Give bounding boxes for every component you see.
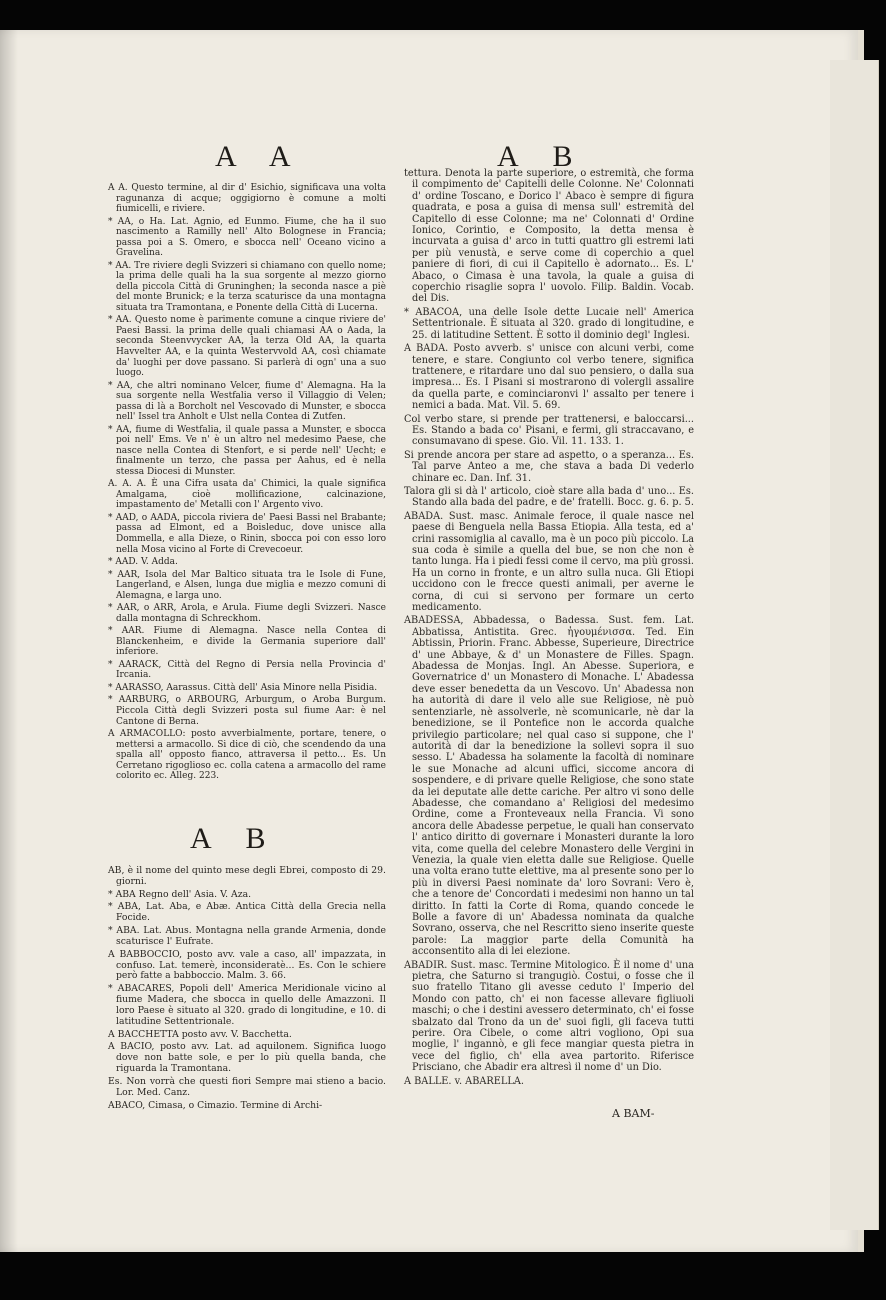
entry: * AAR, o ARR, Arola, e Arula. Fiume degli Svizzeri. Nasce dalla montagna di Schreckhom.	[108, 603, 386, 624]
catchword: A BAM-	[612, 1107, 655, 1120]
entry: ABADA. Sust. masc. Animale feroce, il quale nasce nel paese di Benguela nella Bassa Etiopia. Alla testa, ed a' crini rassomiglia al cavallo, ma è un poco più piccolo. La sua coda è simile a quella del bue, se non che non è tanto lunga. Ha i piedi fessi come il cervo, ma più grossi. Ha un corno in fronte, e un altro sulla nuca. Gli Etiopi uccidono con le frecce questi animali, per averne le corna, di cui si servono per formare un certo medicamento.	[404, 510, 694, 614]
entry: A BACCHETTA posto avv. V. Bacchetta.	[108, 1028, 292, 1040]
heading-left: A A	[215, 140, 305, 173]
left-column-lower	[108, 866, 386, 1113]
binding-shadow	[0, 30, 18, 1252]
entry: AB, è il nome del quinto mese degli Ebrei, composto di 29. giorni.	[108, 865, 386, 887]
entry: ABACO, Cimasa, o Cimazio. Termine di Archi-	[108, 1099, 323, 1111]
entry: tettura. Denota la parte superiore, o estremità, che forma il compimento de' Capitelli delle Colonne. Ne' Colonnati d' ordine Toscano, e Dorico l' Abaco è sempre di figura quadrata, e posa a guisa di mensa sull' estremità del Capitello di esse Colonne; ma ne' Colonnati d' Ordine Ionico, Corintio, e Composito, la detta mensa è incurvata a guisa d' arco in tutti quattro gli estremi lati per più venustà, e serve come di coperchio a quel paniere di fiori, di cui il Capitello è adornato... Es. L' Abaco, o Cimasa è una tavola, la quale a guisa di coperchio risaglie sopra l' uovolo. Filip. Baldin. Vocab. del Dis.	[404, 168, 694, 305]
entry: * AA. Tre riviere degli Svizzeri si chiamano con quello nome; la prima delle quali ha la sua sorgente al mezzo giorno della piccola Città di Gruninghen; la seconda nasce a piè del monte Brunick; e la terza scaturisce da una montagna situata tra Tramontana, e Ponente della Città di Lucerna.	[108, 260, 386, 313]
entry: Col verbo stare, si prende per trattenersi, e baloccarsi... Es. Stando a bada co' Pisani, e fermi, gli straccavano, e consumavano di spese. Gio. Vil. 11. 133. 1.	[404, 413, 694, 448]
entry: A BALLE. v. ABARELLA.	[404, 1075, 524, 1087]
section-heading: A B	[190, 822, 280, 855]
entry: * ABACOA, una delle Isole dette Lucaie nell' America Settentrionale. È situata al 320. grado di longitudine, e 25. di latitudine Settent. È sotto il dominio degl' Inglesi.	[404, 306, 694, 341]
entry: * AARACK, Città del Regno di Persia nella Provincia d' Ircania.	[108, 659, 386, 681]
entry: * AAR. Fiume di Alemagna. Nasce nella Contea di Blanckenheim, e divide la Germania superiore dall' inferiore.	[108, 626, 386, 658]
heading-right: A B	[497, 140, 587, 173]
entry: * ABA, Lat. Aba, e Abæ. Antica Città della Grecia nella Focide.	[108, 901, 386, 924]
entry: * AA, fiume di Westfalia, il quale passa a Munster, e sbocca poi nell' Ems. Ve n' è un altro nel medesimo Paese, che nasce nella Contea di Stenfort, e si perde nell' Uecht; e finalmente un terzo, che passa per Aahus, ed è nella stessa Diocesi di Munster.	[108, 424, 386, 477]
entry: * AA. Questo nome è parimente comune a cinque riviere de' Paesi Bassi. la prima delle quali chiamasi AA o Aada, la seconda Steenvvycker AA, la terza Old AA, la quarta Havvelter AA, e la quinta Westervvold AA, così chiamate da' luoghi per dove passano. Si parlerà di ogn' una a suo luogo.	[108, 315, 386, 379]
entry: Si prende ancora per stare ad aspetto, o a speranza... Es. Tal parve Anteo a me, che stava a bada Di vederlo chinare ec. Dan. Inf. 31.	[404, 449, 694, 484]
right-column	[404, 168, 694, 1089]
entry: * ABA Regno dell' Asia. V. Aza.	[108, 888, 252, 900]
entry: A A. Questo termine, al dir d' Esichio, significava una volta ragunanza di acque; oggigiorno è comune a molti fiumicelli, e riviere.	[108, 183, 386, 215]
entry: ABADESSA, Abbadessa, o Badessa. Sust. fem. Lat. Abbatissa, Antistita. Grec. ἡγουμένισσα. Ted. Ein Abtissin, Priorin. Franc. Abbesse, Superieure, Directrice d' une Abbaye, & d' un Monastere de Filles. Spagn. Abadessa de Monjas. Ingl. An Abesse. Superiora, e Governatrice d' un Monastero di Monache. L' Abadessa deve esser benedetta da un Vescovo. Un' Abadessa non ha autorità di dare il velo alle sue Religiose, nè può sentenziarle, nè assolverle, nè scomunicarle, nè dar la benedizione, se il Pontefice non le accorda qualche privilegio particolare; nel qual caso si suppone, che l' autorità di dar la benedizione la sollevi sopra il suo sesso. L' Abadessa ha solamente la facoltà di nominare le sue Monache ad alcuni uffici, siccome ancora di sospendere, e di privare quelle Religiose, che sono state da lei deputate alle dette cariche. Per altro vi sono delle Abadesse, che comandano a' Religiosi del medesimo Ordine, come a Fronteveaux nella Francia. Vi sono ancora delle Abadesse perpetue, le quali han conservato l' antico diritto di governare i Monasteri durante la loro vita, come quella del celebre Monastero delle Vergini in Venezia, la quale vien eletta dalle sue Religiose. Quelle una volta erano tutte elettive, ma al presente sono per lo più in diversi Paesi nominate da' loro Sovrani: Vero è, che a tenore de' Concordati i medesimi non hanno un tal diritto. In fatti la Corte di Roma, quando concede le Bolle a favore di un' Abadessa nominata da qualche Sovrano, osserva, che nel Rescritto sieno inserite queste parole: La maggior parte della Comunità ha acconsentito alla di lei elezione.	[404, 615, 694, 958]
entry: * ABACARES, Popoli dell' America Meridionale vicino al fiume Madera, che sbocca in quello delle Amazzoni. Il loro Paese è situato al 320. grado di longitudine, e 10. di latitudine Settentrionale.	[108, 983, 386, 1027]
entry: * AAD, o AADA, piccola riviera de' Paesi Bassi nel Brabante; passa ad Elmont, ed a Boisleduc, dove unisce alla Dommella, e alla Dieze, o Rinin, sbocca poi con esso loro nella Mosa vicino al Forte di Crevecoeur.	[108, 512, 386, 555]
entry: * AARASSO, Aarassus. Città dell' Asia Minore nella Pisidia.	[108, 682, 378, 693]
left-column	[108, 183, 386, 784]
entry: Talora gli si dà l' articolo, cioè stare alla bada d' uno... Es. Stando alla bada del padre, e de' fratelli. Bocc. g. 6. p. 5.	[404, 485, 694, 509]
entry: * AA, o Ha. Lat. Agnio, ed Eunmo. Fiume, che ha il suo nascimento a Ramilly nell' Alto Bolognese in Francia; passa poi a S. Omero, e sbocca nell' Oceano vicino a Gravelina.	[108, 216, 386, 259]
entry: * AA, che altri nominano Velcer, fiume d' Alemagna. Ha la sua sorgente nella Westfalia verso il Villaggio di Velen; passa di là a Borcholt nel Vescovado di Munster, e sbocca nell' Issel tra Anholt e Ulst nella Contea di Zutfen.	[108, 380, 386, 423]
entry: A ARMACOLLO: posto avverbialmente, portare, tenere, o mettersi a armacollo. Si dice di ciò, che scendendo da una spalla all' opposto fianco, attraversa il petto... Es. Un Cerretano rigoglioso ec. colla catena a armacollo del rame colorito ec. Alleg. 223.	[108, 729, 386, 782]
entry: A BABBOCCIO, posto avv. vale a caso, all' impazzata, in confuso. Lat. temerè, inconsideratè... Es. Con le schiere però fatte a babboccio. Malm. 3. 66.	[108, 948, 386, 982]
entry: A. A. A. È una Cifra usata da' Chimici, la quale significa Amalgama, cioè mollificazione, calcinazione, impastamento de' Metalli con l' Argento vivo.	[108, 479, 386, 511]
entry: * AAD. V. Adda.	[108, 557, 178, 568]
entry: * ABA. Lat. Abus. Montagna nella grande Armenia, donde scaturisce l' Eufrate.	[108, 925, 386, 947]
entry: A BADA. Posto avverb. s' unisce con alcuni verbi, come tenere, e stare. Congiunto col verbo tenere, significa trattenere, e ritardare uno dal suo pensiero, o dalla sua impresa... Es. I Pisani si mostrarono di volergli assalire da quella parte, e cominciaronvi l' assalto per tenere i nemici a bada. Mat. Vil. 5. 69.	[404, 343, 694, 412]
entry: ABADIR. Sust. masc. Termine Mitologico. È il nome d' una pietra, che Saturno si trangugiò. Costui, o fosse che il suo fratello Titano gli avesse ceduto l' Imperio del Mondo con patto, ch' ei non facesse allevare figliuoli maschi; o che i destini avessero determinato, ch' ei fosse sbalzato dal Trono da un de' suoi figli, gli faceva tutti perire. Ora Cibele, o come altri vogliono, Opi sua moglie, l' ingannò, e gli fece mangiar questa pietra in vece del figlio, ch' ella avea partorito. Riferisce Prisciano, che Abadir era altresì il nome d' un Dio.	[404, 959, 694, 1074]
entry: * AAR, Isola del Mar Baltico situata tra le Isole di Fune, Langerland, e Alsen, lunga due miglia e mezzo comuni di Alemagna, e larga uno.	[108, 569, 386, 601]
entry: A BACIO, posto avv. Lat. ad aquilonem. Significa luogo dove non batte sole, e per lo più quella banda, che riguarda la Tramontana.	[108, 1041, 386, 1075]
entry: Es. Non vorrà che questi fiori Sempre mai stieno a bacio. Lor. Med. Canz.	[108, 1075, 386, 1098]
entry: * AARBURG, o ARBOURG, Arburgum, o Aroba Burgum. Piccola Città degli Svizzeri posta sul fiume Aar: è nel Cantone di Berna.	[108, 695, 386, 727]
page-edge	[830, 60, 879, 1230]
running-headings	[0, 110, 858, 173]
